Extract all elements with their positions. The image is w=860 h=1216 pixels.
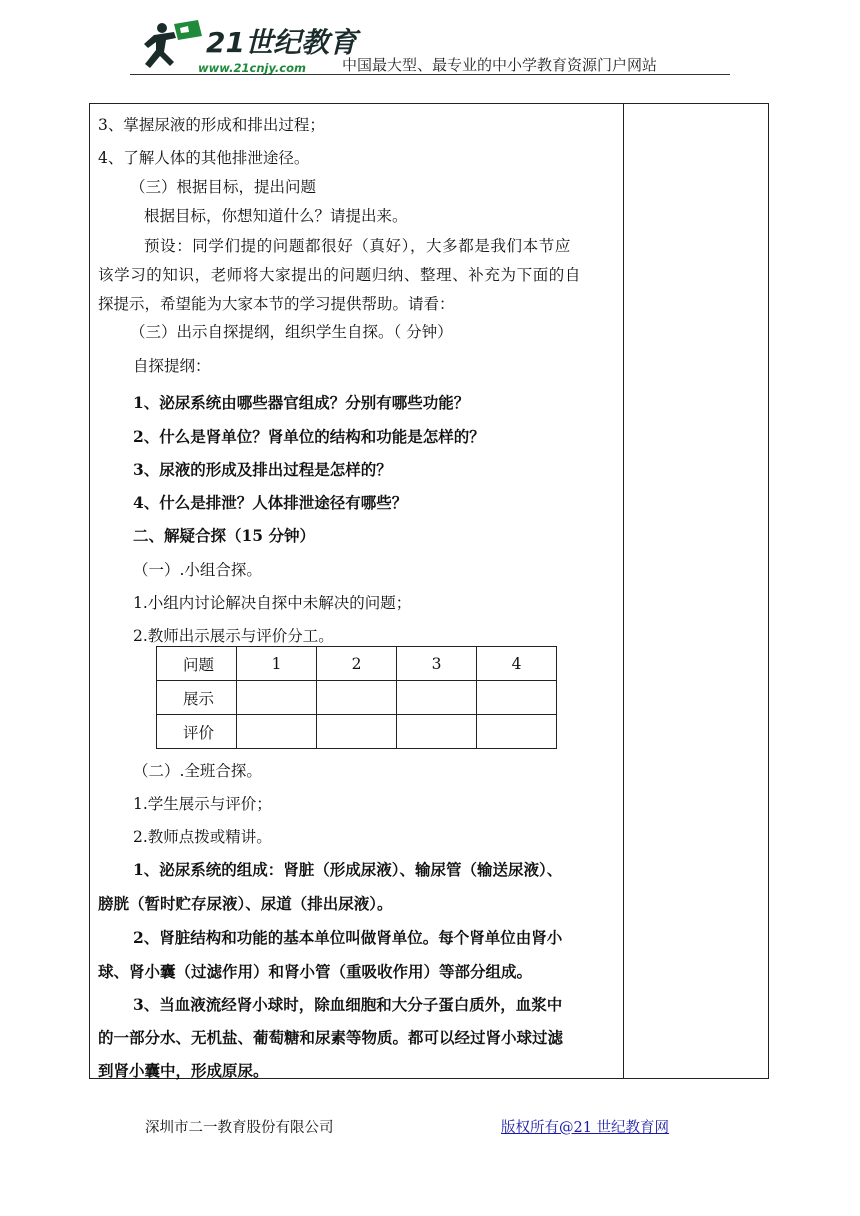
column-divider [623, 103, 624, 1079]
table-cell [477, 715, 557, 749]
answer-1-line-1: 1、泌尿系统的组成：肾脏（形成尿液）、输尿管（输送尿液）、 [133, 860, 563, 879]
group-step-2: 2.教师出示展示与评价分工。 [133, 627, 334, 645]
answer-3-line-3: 到肾小囊中，形成原尿。 [98, 1061, 269, 1080]
answer-2-line-1: 2、肾脏结构和功能的基本单位叫做肾单位。每个肾单位由肾小 [133, 928, 563, 947]
table-header-row [157, 647, 557, 681]
table-header-cell: 1 [237, 647, 317, 681]
outline-question-2: 2、什么是肾单位？肾单位的结构和功能是怎样的？ [133, 427, 485, 446]
table-header-cell: 3 [397, 647, 477, 681]
table-row-label: 展示 [157, 681, 237, 715]
section-heading-inquiry: 二、解疑合探（15 分钟） [133, 526, 315, 545]
table-row-label: 评价 [157, 715, 237, 749]
table-header-cell: 问题 [157, 647, 237, 681]
group-step-1: 1.小组内讨论解决自探中未解决的问题； [133, 594, 412, 612]
table-header-cell: 2 [317, 647, 397, 681]
table-cell [237, 715, 317, 749]
answer-1-line-2: 膀胱（暂时贮存尿液）、尿道（排出尿液）。 [98, 894, 393, 913]
page-header [0, 0, 860, 80]
answer-3-line-1: 3、当血液流经肾小球时，除血细胞和大分子蛋白质外，血浆中 [133, 995, 563, 1014]
objective-4: 4、了解人体的其他排泄途径。 [98, 149, 310, 167]
table-cell [477, 681, 557, 715]
table-cell [317, 715, 397, 749]
runner-icon [144, 20, 202, 68]
table-cell [397, 715, 477, 749]
answer-3-line-2: 的一部分水、无机盐、葡萄糖和尿素等物质。都可以经过肾小球过滤 [98, 1028, 564, 1047]
header-tagline: 中国最大型、最专业的中小学教育资源门户网站 [342, 56, 658, 74]
table-row [157, 715, 557, 749]
section-heading-questions: （三）根据目标，提出问题 [130, 178, 317, 196]
evaluation-table [156, 646, 557, 749]
footer-company: 深圳市二一教育股份有限公司 [145, 1120, 334, 1136]
table-cell [397, 681, 477, 715]
table-cell [317, 681, 397, 715]
group-heading: （一）.小组合探。 [133, 561, 262, 579]
class-step-2: 2.教师点拨或精讲。 [133, 828, 272, 846]
class-heading: （二）.全班合探。 [133, 762, 262, 780]
class-step-1: 1.学生展示与评价； [133, 795, 272, 813]
table-header-cell: 4 [477, 647, 557, 681]
preset-line-1: 预设：同学们提的问题都很好（真好），大多都是我们本节应 [144, 237, 571, 255]
logo-url: www.21cnjy.com [198, 61, 306, 75]
header-divider [130, 74, 730, 75]
table-row [157, 681, 557, 715]
answer-2-line-2: 球、肾小囊（过滤作用）和肾小管（重吸收作用）等部分组成。 [98, 962, 533, 981]
outline-label: 自探提纲： [133, 357, 211, 375]
footer-copyright-link[interactable]: 版权所有@21 世纪教育网 [501, 1120, 670, 1136]
outline-question-3: 3、尿液的形成及排出过程是怎样的？ [133, 460, 392, 479]
section-heading-outline: （三）出示自探提纲，组织学生自探。（ 分钟） [130, 323, 453, 341]
objective-3: 3、掌握尿液的形成和排出过程； [98, 116, 325, 134]
outline-question-4: 4、什么是排泄？人体排泄途径有哪些？ [133, 493, 408, 512]
preset-line-3: 探提示，希望能为大家本节的学习提供帮助。请看： [98, 295, 455, 313]
prompt-line: 根据目标，你想知道什么？请提出来。 [144, 207, 408, 225]
preset-line-2: 该学习的知识，老师将大家提出的问题归纳、整理、补充为下面的自 [98, 266, 582, 284]
logo-wordmark: 21世纪教育 [206, 26, 357, 59]
site-logo[interactable] [140, 18, 357, 76]
table-cell [237, 681, 317, 715]
outline-question-1: 1、泌尿系统由哪些器官组成？分别有哪些功能？ [133, 393, 470, 412]
